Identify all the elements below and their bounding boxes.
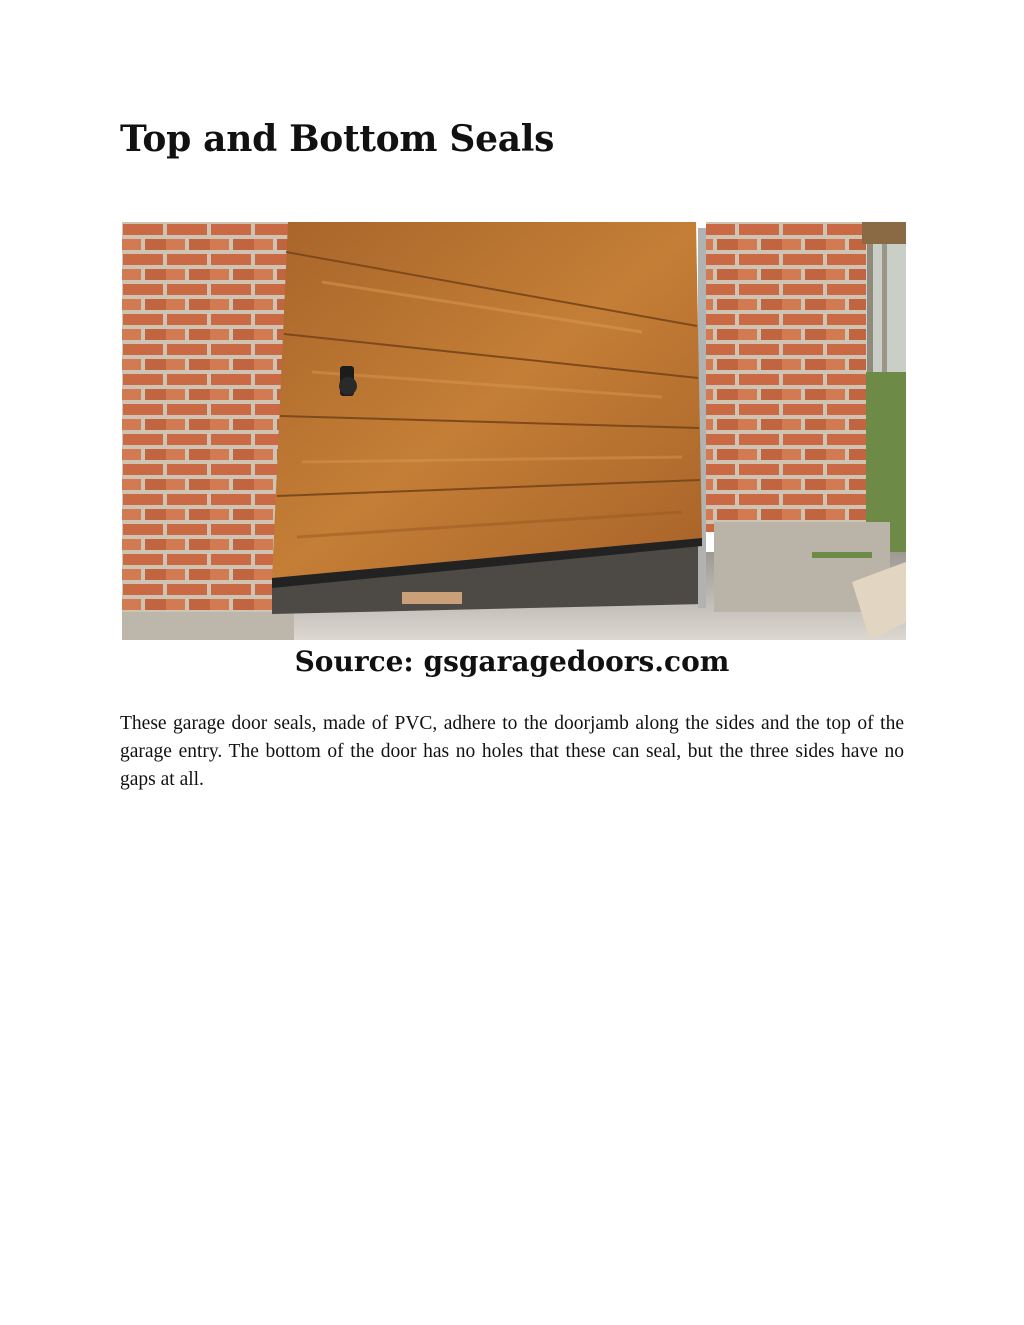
garage-door-photo [122,222,906,640]
body-paragraph: These garage door seals, made of PVC, adhere to the doorjamb along the sides and the top of the garage entry. The bottom of the door has no holes that these can seal, but the three sides have no gaps at all. [120,713,904,790]
page-title: Top and Bottom Seals [120,118,555,160]
image-caption: Source: gsgaragedoors.com [294,645,730,678]
